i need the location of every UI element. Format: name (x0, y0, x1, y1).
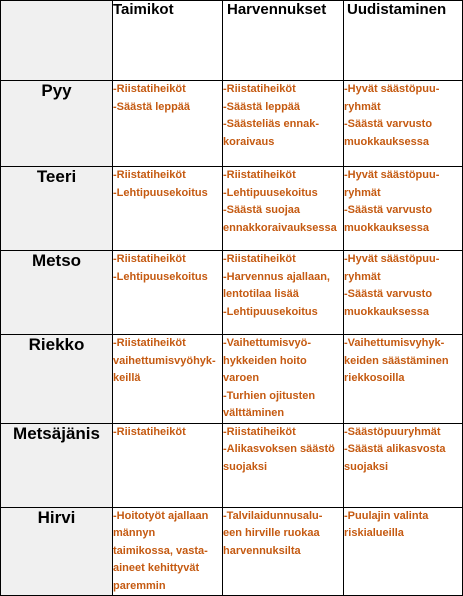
cell-text-line: -Riistatiheiköt (223, 425, 296, 438)
cell-text-line: -Lehtipuusekoitus (223, 186, 318, 199)
cell-text-line: muokkauksessa (344, 305, 429, 318)
header-row (1, 1, 463, 81)
cell-text-line: -Säästöpuuryhmät (344, 425, 441, 438)
row-header-species: Teeri (1, 167, 113, 251)
row-header-species: Riekko (1, 335, 113, 424)
cell-text-line: ryhmät (344, 270, 381, 283)
cell-text-line: paremmin (113, 579, 166, 592)
cell-text-line: -Puulajin valinta (344, 509, 429, 522)
column-header-harvennukset: Harvennukset (223, 1, 344, 81)
table-cell (113, 167, 223, 251)
cell-text-line: lentotilaa lisää (223, 288, 299, 300)
table-cell (344, 423, 463, 507)
table-cell (223, 81, 344, 167)
table-cell (113, 335, 223, 424)
cell-text-line: -Riistatiheiköt (113, 425, 186, 438)
table-row (1, 507, 463, 596)
cell-text-line: riskialueilla (344, 527, 404, 539)
row-header-species: Metso (1, 251, 113, 335)
table-cell (113, 81, 223, 167)
table-cell (223, 335, 344, 424)
cell-text-line: -Säästä leppää (223, 100, 301, 113)
cell-text-line: suojaksi (223, 460, 268, 473)
table-row (1, 167, 463, 251)
cell-text-line: -Riistatiheiköt (113, 337, 186, 349)
cell-text-line: -Vaihettumisvyö- (223, 337, 312, 349)
cell-text-line: hykkeiden hoito (223, 354, 307, 367)
cell-text-line: ryhmät (344, 186, 381, 199)
table-cell (344, 251, 463, 335)
table-row (1, 335, 463, 424)
cell-text-line: -Säästä varvusto (344, 288, 433, 300)
cell-text-line: -Hoitotyöt ajallaan (113, 509, 209, 522)
cell-text-line: -Lehtipuusekoitus (113, 270, 208, 283)
cell-text-line: taimikossa, vasta- (113, 544, 208, 557)
cell-text-line: koraivaus (223, 135, 275, 148)
table-cell (344, 81, 463, 167)
table-cell (113, 251, 223, 335)
cell-text-line: -Riistatiheiköt (223, 253, 296, 265)
column-header-uudistaminen: Uudistaminen (344, 1, 463, 81)
cell-text-line: -Säästä alikasvosta (344, 443, 446, 455)
table-cell (113, 507, 223, 596)
table-cell (223, 507, 344, 596)
cell-text-line: suojaksi (344, 460, 389, 473)
table-cell (223, 423, 344, 507)
cell-text-line: -Alikasvoksen säästö (223, 443, 335, 455)
cell-text-line: aineet kehittyvät (113, 562, 200, 574)
cell-text-line: riekkosoilla (344, 372, 405, 384)
cell-text-line: keillä (113, 372, 141, 384)
cell-text-line: männyn (113, 527, 156, 539)
table-cell (223, 167, 344, 251)
cell-text-line: -Vaihettumisvyhyk- (344, 337, 445, 349)
table-cell (113, 423, 223, 507)
cell-text-line: -Säästä varvusto (344, 118, 433, 130)
cell-text-line: ennakkoraivauksessa (223, 221, 337, 234)
cell-text-line: -Säästä varvusto (344, 204, 433, 216)
cell-text-line: -Riistatiheiköt (223, 83, 296, 95)
row-header-species: Pyy (1, 81, 113, 167)
table-cell (344, 507, 463, 596)
cell-text-line: -Riistatiheiköt (113, 83, 186, 95)
cell-text-line: -Lehtipuusekoitus (113, 186, 208, 199)
cell-text-line: välttäminen (223, 407, 285, 419)
table-cell (344, 335, 463, 424)
cell-text-line: -Säästeliäs ennak- (223, 118, 319, 130)
cell-text-line: harvennuksilta (223, 544, 301, 557)
row-header-species: Hirvi (1, 507, 113, 596)
cell-text-line: -Hyvät säästöpuu- (344, 83, 440, 95)
row-header-species: Metsäjänis (1, 423, 113, 507)
cell-text-line: -Hyvät säästöpuu- (344, 253, 440, 265)
cell-text-line: -Säästä suojaa (223, 204, 301, 216)
cell-text-line: -Riistatiheiköt (113, 169, 186, 181)
cell-text-line: -Harvennus ajallaan, (223, 270, 330, 283)
table-cell (344, 167, 463, 251)
corner-cell (1, 1, 113, 81)
cell-text-line: -Lehtipuusekoitus (223, 305, 318, 318)
cell-text-line: keiden säästäminen (344, 354, 449, 367)
table-row (1, 81, 463, 167)
cell-text-line: ryhmät (344, 100, 381, 113)
cell-text-line: een hirville ruokaa (223, 527, 320, 539)
cell-text-line: -Hyvät säästöpuu- (344, 169, 440, 181)
cell-text-line: -Säästä leppää (113, 100, 191, 113)
cell-text-line: -Riistatiheiköt (223, 169, 296, 181)
table-cell (223, 251, 344, 335)
cell-text-line: varoen (223, 372, 260, 384)
cell-text-line: -Talvilaidunnusalu- (223, 509, 323, 522)
table-row (1, 251, 463, 335)
cell-text-line: -Turhien ojitusten (223, 389, 316, 402)
cell-text-line: muokkauksessa (344, 135, 429, 148)
cell-text-line: vaihettumisvyöhyk- (113, 354, 216, 367)
cell-text-line: -Riistatiheiköt (113, 253, 186, 265)
cell-text-line: muokkauksessa (344, 221, 429, 234)
column-header-taimikot: Taimikot (113, 1, 223, 81)
table-row (1, 423, 463, 507)
